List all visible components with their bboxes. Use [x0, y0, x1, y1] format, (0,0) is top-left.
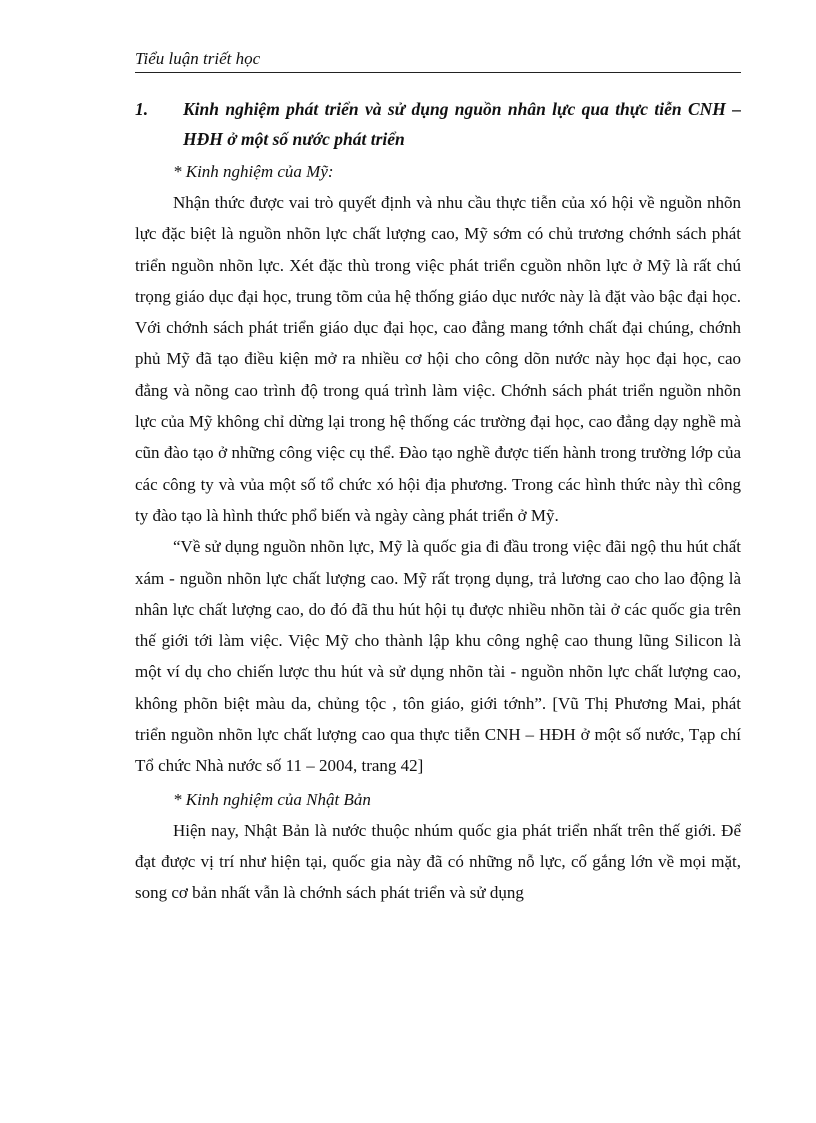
usa-paragraph-1: Nhận thức được vai trò quyết định và nhu cầu thực tiễn của xó hội về nguồn nhõn lực đặc biệt là nguồn nhõn lực chất lượng cao, Mỹ sớm có chủ trương chớnh sách phát triển nguồn nhõn lực. Xét đặc thù trong việc phát triển cguồn nhõn lực ở Mỹ là rất chú trọng giáo dục đại học, trung tõm của hệ thống giáo dục nước này là đặt vào bậc đại học. Với chớnh sách phát triển giáo dục đại học, cao đẳng mang tớnh chất đại chúng, chớnh phủ Mỹ đã tạo điều kiện mở ra nhiều cơ hội cho công dõn nước này học đại học, cao đẳng và nõng cao trình độ trong quá trình làm việc. Chớnh sách phát triển nguồn nhõn lực của Mỹ không chỉ dừng lại trong hệ thống các trường đại học, cao đẳng dạy nghề mà cũn đào tạo ở những công việc cụ thể. Đào tạo nghề được tiến hành trong trường lớp của các công ty và vủa một số tổ chức xó hội địa phương. Trong các hình thức này thì công ty đào tạo là hình thức phổ biến và ngày càng phát triển ở Mỹ.	[135, 193, 741, 525]
page-content	[135, 94, 741, 909]
japan-paragraph-1: Hiện nay, Nhật Bản là nước thuộc nhúm quốc gia phát triển nhất trên thế giới. Để đạt được vị trí như hiện tại, quốc gia này đã có những nỗ lực, cố gắng lớn về mọi mặt, song cơ bản nhất vẫn là chớnh sách phát triển và sử dụng	[135, 820, 741, 903]
section-title: Kinh nghiệm phát triển và sử dụng nguồn nhân lực qua thực tiễn CNH – HĐH ở một số nước phát triển	[183, 99, 741, 149]
page-header	[135, 48, 741, 73]
section-heading	[135, 94, 741, 154]
usa-subheading: * Kinh nghiệm của Mỹ:	[173, 162, 334, 181]
japan-subheading: * Kinh nghiệm của Nhật Bản	[173, 789, 371, 809]
header-title: Tiểu luận triết học	[135, 49, 261, 68]
usa-paragraph-2: “Về sử dụng nguồn nhõn lực, Mỹ là quốc gia đi đầu trong việc đãi ngộ thu hút chất xám - nguồn nhõn lực chất lượng cao. Mỹ rất trọng dụng, trả lương cao cho lao động là nhân lực chất lượng cao, do đó đã thu hút hội tụ được nhiều nhõn tài ở các quốc gia trên thế giới tới làm việc. Việc Mỹ cho thành lập khu công nghệ cao thung lũng Silicon là một ví dụ cho chiến lược thu hút và sử dụng nhõn tài - nguồn nhõn lực chất lượng cao, không phõn biệt màu da, chủng tộc , tôn giáo, giới tớnh”. [Vũ Thị Phương Mai, phát triển nguồn nhõn lực chất lượng cao qua thực tiễn CNH – HĐH ở một số nước, Tạp chí Tổ chức Nhà nước số 11 – 2004, trang 42]	[135, 537, 741, 776]
section-number: 1.	[135, 99, 149, 119]
